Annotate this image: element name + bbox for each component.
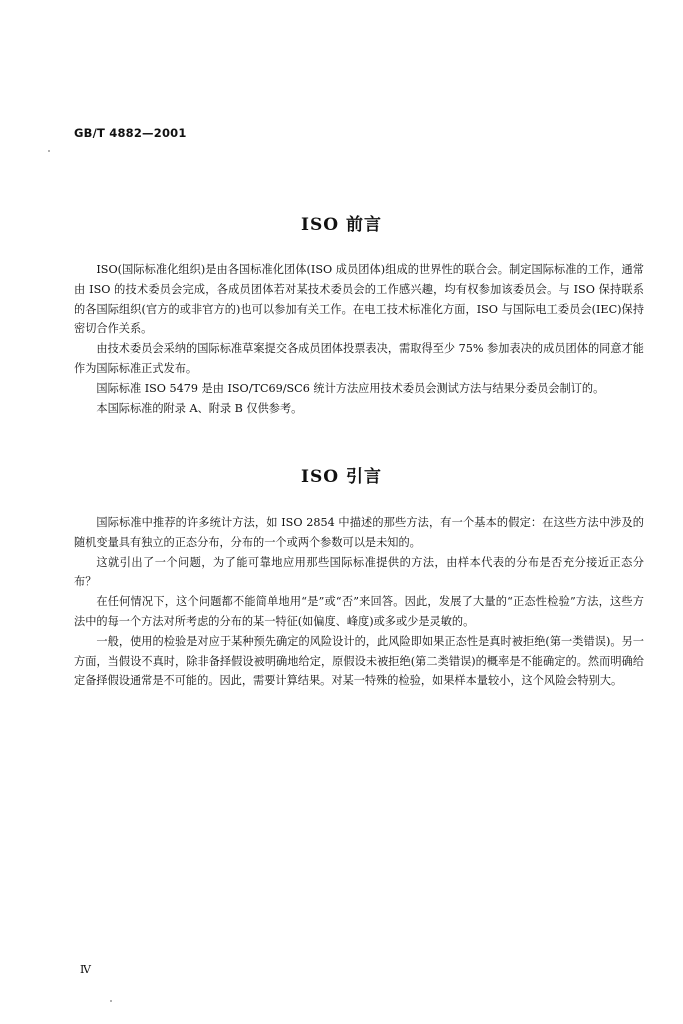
- foreword-body: [74, 260, 644, 418]
- introduction-body: [74, 513, 644, 691]
- foreword-paragraph: ISO(国际标准化组织)是由各国标准化团体(ISO 成员团体)组成的世界性的联合会。制定国际标准的工作，通常由 ISO 的技术委员会完成，各成员团体若对某技术委员会的工作感兴趣，均有权参加该委员会。与 ISO 保持联系的各国际组织(官方的或非官方的)也可以参加有关工作。在电工技术标准化方面，ISO 与国际电工委员会(IEC)保持密切合作关系。: [74, 263, 644, 336]
- foreword-title: ISO 前言: [301, 215, 382, 235]
- introduction-paragraph: 这就引出了一个问题，为了能可靠地应用那些国际标准提供的方法，由样本代表的分布是否充分接近正态分布？: [74, 555, 644, 589]
- introduction-paragraph: 国际标准中推荐的许多统计方法，如 ISO 2854 中描述的那些方法，有一个基本的假定：在这些方法中涉及的随机变量具有独立的正态分布，分布的一个或两个参数可以是未知的。: [74, 516, 644, 549]
- foreword-paragraph: 国际标准 ISO 5479 是由 ISO/TC69/SC6 统计方法应用技术委员会测试方法与结果分委员会制订的。: [96, 381, 605, 395]
- introduction-paragraph: 一般，使用的检验是对应于某种预先确定的风险设计的，此风险即如果正态性是真时被拒绝(第一类错误)。另一方面，当假设不真时，除非备择假设被明确地给定，原假设未被拒绝(第二类错误)的概率是不能确定的。然而明确给定备择假设通常是不可能的。因此，需要计算结果。对某一特殊的检验，如果样本量较小，这个风险会特别大。: [74, 634, 644, 688]
- introduction-paragraph: 在任何情况下，这个问题都不能简单地用“是”或“否”来回答。因此，发展了大量的“正态性检验”方法，这些方法中的每一个方法对所考虑的分布的某一特征(如偏度、峰度)或多或少是灵敏的。: [74, 595, 644, 628]
- foreword-paragraph: 本国际标准的附录 A、附录 B 仅供参考。: [96, 401, 303, 415]
- standard-number: GB/T 4882—2001: [74, 126, 187, 140]
- page-number: Ⅳ: [80, 963, 91, 976]
- foreword-paragraph: 由技术委员会采纳的国际标准草案提交各成员团体投票表决，需取得至少 75% 参加表决的成员团体的同意才能作为国际标准正式发布。: [74, 342, 644, 375]
- scan-speck: [48, 150, 50, 152]
- scan-speck: [110, 1000, 112, 1002]
- introduction-title: ISO 引言: [301, 467, 382, 487]
